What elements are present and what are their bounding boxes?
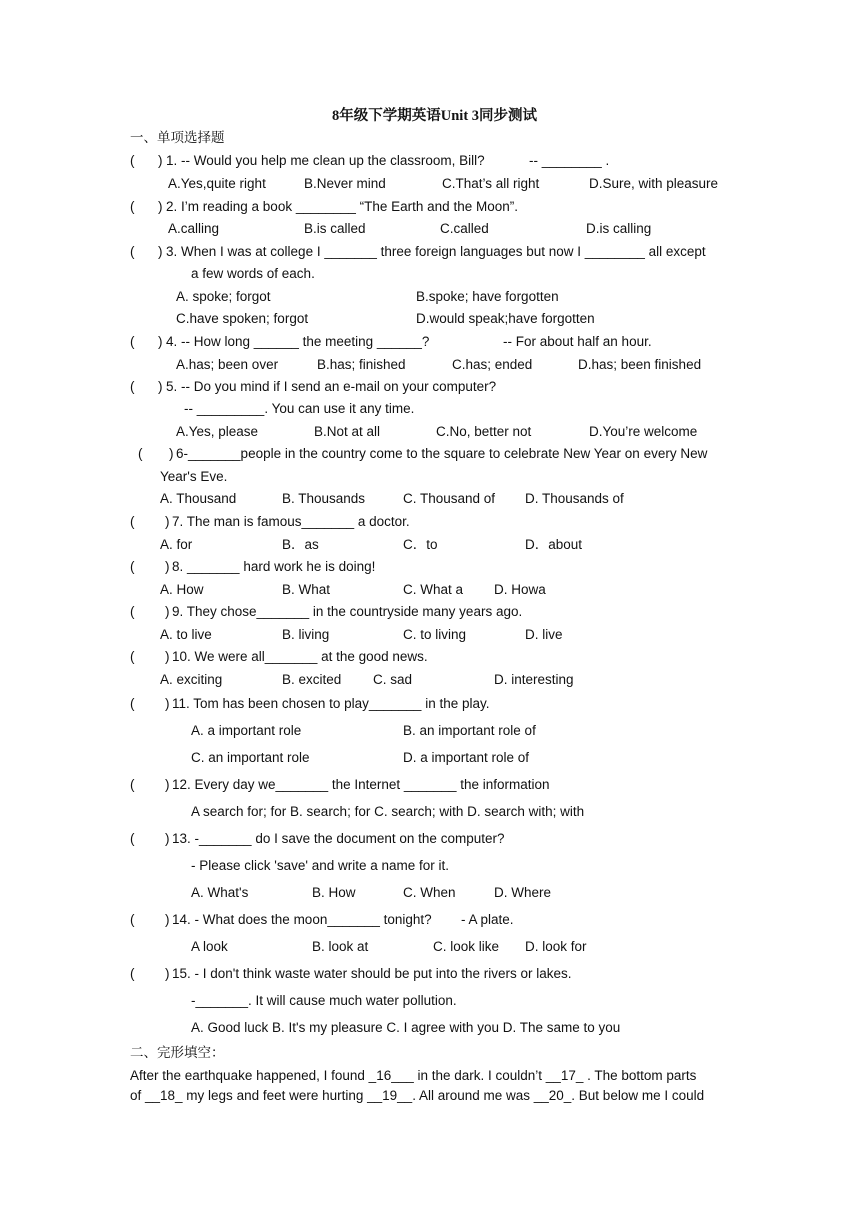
option-c: C.called bbox=[440, 221, 489, 236]
question-stem-continued: a few words of each. bbox=[191, 266, 315, 281]
option-c: C. What a bbox=[403, 582, 464, 597]
option-b: B. an important role of bbox=[403, 723, 536, 738]
option-c: C. sad bbox=[373, 672, 413, 687]
question-stem: 1. -- Would you help me clean up the classroom, Bill? bbox=[166, 153, 485, 168]
option-d: D. Howa bbox=[494, 582, 546, 597]
option-a: A. to live bbox=[160, 627, 212, 642]
option-d: D. Thousands of bbox=[525, 491, 624, 506]
answer-bracket-open: ( bbox=[130, 514, 135, 529]
option-b: B. look at bbox=[312, 939, 369, 954]
page-title: 8年级下学期英语Unit 3同步测试 bbox=[332, 108, 538, 124]
question-stem-continued: - Please click 'save' and write a name for it. bbox=[191, 858, 450, 873]
section-heading-multiple-choice: 一、单项选择题 bbox=[130, 130, 225, 146]
answer-bracket-close: ) bbox=[165, 696, 170, 711]
answer-bracket-close: ) bbox=[158, 244, 163, 259]
option-c: C. to living bbox=[403, 627, 467, 642]
question-reply: -- ________ . bbox=[529, 153, 610, 168]
option-d: D．about bbox=[525, 537, 583, 552]
answer-bracket-close: ) bbox=[169, 446, 174, 461]
question-stem: 12. Every day we_______ the Internet _______ the information bbox=[172, 777, 550, 792]
question-stem: 9. They chose_______ in the countryside many years ago. bbox=[172, 604, 523, 619]
answer-bracket-close: ) bbox=[158, 199, 163, 214]
option-b: B.has; finished bbox=[317, 357, 406, 372]
answer-bracket-close: ) bbox=[165, 831, 170, 846]
option-c: C. an important role bbox=[191, 750, 310, 765]
answer-bracket-close: ) bbox=[165, 514, 170, 529]
option-a: A. Thousand bbox=[160, 491, 237, 506]
answer-bracket-close: ) bbox=[158, 379, 163, 394]
option-a: A. What's bbox=[191, 885, 249, 900]
option-b: B. Thousands bbox=[282, 491, 366, 506]
option-b: B. living bbox=[282, 627, 330, 642]
option-a: A.has; been over bbox=[176, 357, 279, 372]
question-stem: 11. Tom has been chosen to play_______ in the play. bbox=[172, 696, 490, 711]
option-b: B.Not at all bbox=[314, 424, 381, 439]
question-stem: 2. I’m reading a book ________ “The Earth and the Moon”. bbox=[166, 199, 518, 214]
option-b: B.Never mind bbox=[304, 176, 386, 191]
option-d: D. look for bbox=[525, 939, 587, 954]
question-stem-continued: Year's Eve. bbox=[160, 469, 228, 484]
option-a: A. How bbox=[160, 582, 204, 597]
option-d: D. Where bbox=[494, 885, 552, 900]
option-c: C.has; ended bbox=[452, 357, 533, 372]
option-c: C.No, better not bbox=[436, 424, 532, 439]
option-d: D.You’re welcome bbox=[589, 424, 698, 439]
question-stem: 15. - I don't think waste water should be put into the rivers or lakes. bbox=[172, 966, 572, 981]
answer-bracket-close: ) bbox=[165, 604, 170, 619]
option-d: D. live bbox=[525, 627, 563, 642]
option-b: B.is called bbox=[304, 221, 366, 236]
answer-bracket-open: ( bbox=[130, 379, 135, 394]
passage-line: After the earthquake happened, I found _16___ in the dark. I couldn’t __17_ . The bottom parts bbox=[130, 1068, 697, 1083]
option-d: D. interesting bbox=[494, 672, 574, 687]
answer-bracket-open: ( bbox=[138, 446, 143, 461]
option-b: B. How bbox=[312, 885, 356, 900]
answer-bracket-close: ) bbox=[158, 334, 163, 349]
option-c: C．to bbox=[403, 537, 438, 552]
option-b: B．as bbox=[282, 537, 319, 552]
option-line: A. Good luck B. It's my pleasure C. I agree with you D. The same to you bbox=[191, 1020, 621, 1035]
question-reply: - A plate. bbox=[461, 912, 514, 927]
question-reply: -- For about half an hour. bbox=[503, 334, 652, 349]
option-a: A.calling bbox=[168, 221, 220, 236]
section-heading-cloze: 二、完形填空： bbox=[130, 1045, 225, 1061]
option-a: A.Yes, please bbox=[176, 424, 259, 439]
option-d: D.has; been finished bbox=[578, 357, 702, 372]
question-stem: 8. _______ hard work he is doing! bbox=[172, 559, 376, 574]
option-a: A. for bbox=[160, 537, 193, 552]
option-d: D. a important role of bbox=[403, 750, 530, 765]
option-a: A.Yes,quite right bbox=[168, 176, 266, 191]
question-stem: 7. The man is famous_______ a doctor. bbox=[172, 514, 410, 529]
option-c: C. Thousand of bbox=[403, 491, 496, 506]
option-c: C.have spoken; forgot bbox=[176, 311, 309, 326]
question-stem: 6-_______people in the country come to the square to celebrate New Year on every New bbox=[176, 446, 708, 461]
answer-bracket-open: ( bbox=[130, 966, 135, 981]
answer-bracket-open: ( bbox=[130, 153, 135, 168]
answer-bracket-open: ( bbox=[130, 649, 135, 664]
option-d: D.would speak;have forgotten bbox=[416, 311, 595, 326]
option-c: C. look like bbox=[433, 939, 500, 954]
question-stem-continued: -- _________. You can use it any time. bbox=[184, 401, 415, 416]
question-stem-continued: -_______. It will cause much water pollution. bbox=[191, 993, 457, 1008]
option-c: C.That’s all right bbox=[442, 176, 540, 191]
answer-bracket-open: ( bbox=[130, 244, 135, 259]
option-a: A. spoke; forgot bbox=[176, 289, 271, 304]
option-d: D.is calling bbox=[586, 221, 652, 236]
option-b: B. What bbox=[282, 582, 331, 597]
passage-line: of __18_ my legs and feet were hurting __19__. All around me was __20_. But below me I could bbox=[130, 1088, 705, 1103]
question-stem: 4. -- How long ______ the meeting ______? bbox=[166, 334, 430, 349]
answer-bracket-close: ) bbox=[158, 153, 163, 168]
option-b: B. excited bbox=[282, 672, 342, 687]
answer-bracket-close: ) bbox=[165, 966, 170, 981]
option-c: C. When bbox=[403, 885, 456, 900]
answer-bracket-open: ( bbox=[130, 334, 135, 349]
answer-bracket-open: ( bbox=[130, 604, 135, 619]
answer-bracket-close: ) bbox=[165, 912, 170, 927]
answer-bracket-open: ( bbox=[130, 831, 135, 846]
answer-bracket-open: ( bbox=[130, 199, 135, 214]
option-line: A search for; for B. search; for C. search; with D. search with; with bbox=[191, 804, 585, 819]
question-stem: 3. When I was at college I _______ three foreign languages but now I ________ all except bbox=[166, 244, 706, 259]
question-stem: 14. - What does the moon_______ tonight? bbox=[172, 912, 432, 927]
option-b: B.spoke; have forgotten bbox=[416, 289, 559, 304]
answer-bracket-close: ) bbox=[165, 649, 170, 664]
question-stem: 5. -- Do you mind if I send an e-mail on your computer? bbox=[166, 379, 497, 394]
option-d: D.Sure, with pleasure bbox=[589, 176, 719, 191]
question-stem: 13. -_______ do I save the document on the computer? bbox=[172, 831, 505, 846]
answer-bracket-open: ( bbox=[130, 696, 135, 711]
option-a: A. a important role bbox=[191, 723, 302, 738]
question-stem: 10. We were all_______ at the good news. bbox=[172, 649, 428, 664]
option-a: A. exciting bbox=[160, 672, 223, 687]
option-a: A look bbox=[191, 939, 228, 954]
answer-bracket-close: ) bbox=[165, 777, 170, 792]
answer-bracket-open: ( bbox=[130, 559, 135, 574]
answer-bracket-close: ) bbox=[165, 559, 170, 574]
answer-bracket-open: ( bbox=[130, 777, 135, 792]
answer-bracket-open: ( bbox=[130, 912, 135, 927]
